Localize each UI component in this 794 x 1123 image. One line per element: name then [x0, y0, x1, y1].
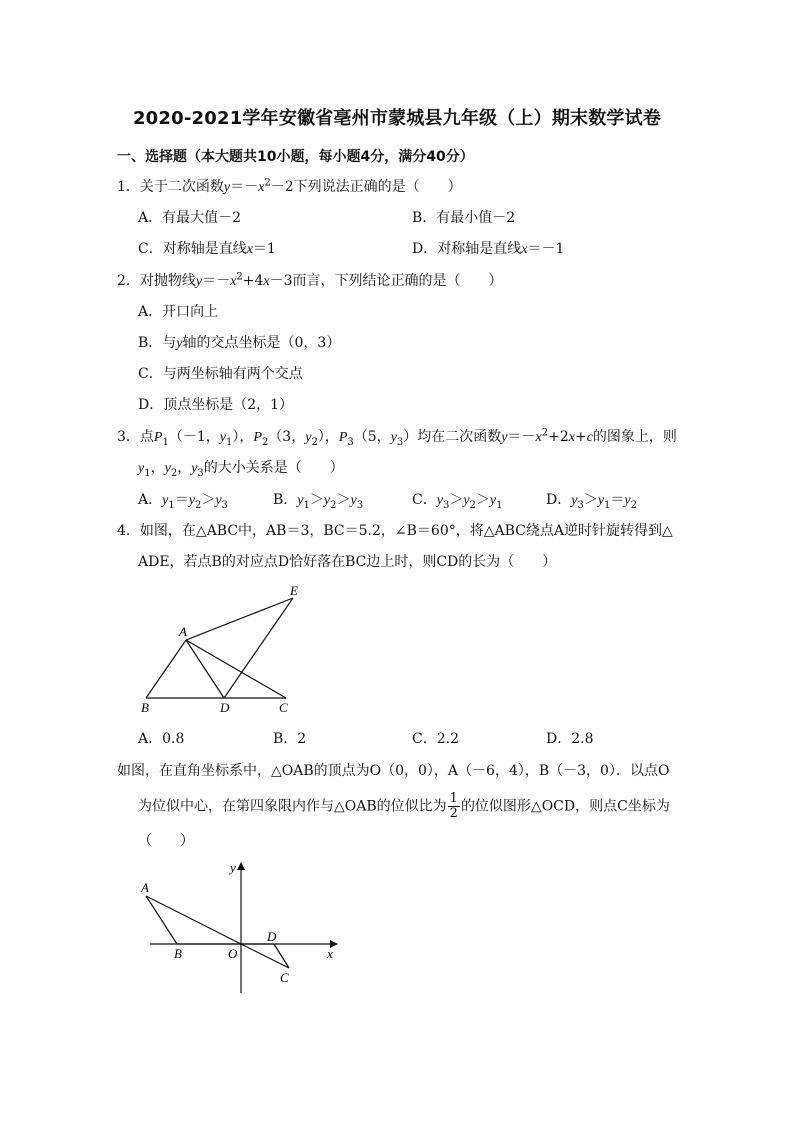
q1-option-b[interactable]: B．有最小值－2 — [412, 210, 516, 226]
q2-option-b[interactable]: B．与y轴的交点坐标是（0，3） — [138, 335, 341, 351]
question-number: 4． — [117, 523, 140, 539]
q1-option-a[interactable]: A．有最大值－2 — [138, 210, 242, 226]
q4-option-c[interactable]: C．2.2 — [412, 731, 459, 747]
label-y: y — [230, 860, 236, 875]
q5-coordinate-figure — [130, 858, 350, 998]
q4-option-d[interactable]: D．2.8 — [546, 731, 594, 747]
q2-option-a[interactable]: A．开口向上 — [138, 304, 219, 320]
question-5-answer-bracket: （ ） — [138, 833, 194, 849]
fraction-one-half: $\frac{1}{2}$ — [449, 791, 458, 821]
segment-ae — [186, 598, 293, 640]
label-b: B — [141, 700, 149, 715]
y-axis-arrow — [237, 862, 245, 870]
q2-option-d[interactable]: D．顶点坐标是（2，1） — [138, 397, 294, 413]
q3-option-b[interactable]: B．$y_1>y_2>y_3$ — [273, 492, 364, 511]
segment-ab — [146, 640, 186, 698]
question-4-stem-cont: ADE，若点B的对应点D恰好落在BC边上时，则CD的长为（ ） — [138, 554, 557, 570]
q3-option-c[interactable]: C．$y_3>y_2>y_1$ — [412, 492, 503, 511]
segment-ac — [186, 640, 286, 698]
q2-option-c[interactable]: C．与两坐标轴有两个交点 — [138, 366, 303, 382]
q4-triangle-figure — [130, 578, 320, 718]
question-2-stem: 2．对抛物线$y=-x^2+4x-3$而言，下列结论正确的是（ ） — [117, 271, 503, 289]
question-5-stem-cont: 为位似中心，在第四象限内作与△OAB的位似比为 $\frac{1}{2}$ 的位似图形△OCD，则点C坐标为 — [138, 791, 670, 821]
question-number: 1． — [117, 179, 140, 195]
segment-ad — [186, 640, 224, 698]
question-5-stem: 如图，在直角坐标系中，△OAB的顶点为O（0，0），A（－6，4），B（－3，0）．以点O — [117, 763, 670, 779]
q4-option-b[interactable]: B．2 — [273, 731, 307, 747]
question-1-stem: 1．关于二次函数$y=-x^2-2$下列说法正确的是（ ） — [117, 177, 462, 195]
question-3-stem-cont: $y_1$，$y_2$，$y_3$的大小关系是（ ） — [138, 460, 344, 479]
label-b: B — [174, 946, 182, 961]
label-c: C — [280, 970, 289, 985]
label-o: O — [228, 946, 238, 961]
q1-option-c[interactable]: C．对称轴是直线x＝1 — [138, 241, 276, 257]
section-heading: 一、选择题（本大题共10小题，每小题4分，满分40分） — [117, 149, 474, 165]
question-4-stem: 4．如图，在△ABC中，AB＝3，BC＝5.2，∠B＝60°，将△ABC绕点A逆时针旋转得到△ — [117, 523, 673, 539]
label-a: A — [179, 624, 187, 639]
label-e: E — [290, 583, 298, 598]
label-d: D — [220, 700, 230, 715]
label-c: C — [279, 700, 288, 715]
segment-de — [224, 598, 293, 698]
label-d: D — [267, 929, 277, 944]
question-number: 2． — [117, 273, 140, 289]
q4-option-a[interactable]: A．0.8 — [138, 731, 185, 747]
segment-oa — [146, 896, 241, 944]
q3-option-d[interactable]: D．$y_3>y_1=y_2$ — [546, 492, 638, 511]
label-a: A — [141, 880, 149, 895]
page-title: 2020-2021学年安徽省亳州市蒙城县九年级（上）期末数学试卷 — [132, 108, 662, 129]
label-x: x — [327, 946, 333, 961]
question-number: 3． — [117, 429, 140, 445]
q1-option-d[interactable]: D．对称轴是直线x＝－1 — [412, 241, 565, 257]
question-3-stem: 3．点$P_1(-1$，$y_1$），$P_2(3$，$y_2$），$P_3(5$，$y_3$）均在二次函数$y=-x^2+2x+c$的图象上，则 — [117, 427, 677, 448]
q3-option-a[interactable]: A．$y_1=y_2>y_3$ — [138, 492, 228, 511]
